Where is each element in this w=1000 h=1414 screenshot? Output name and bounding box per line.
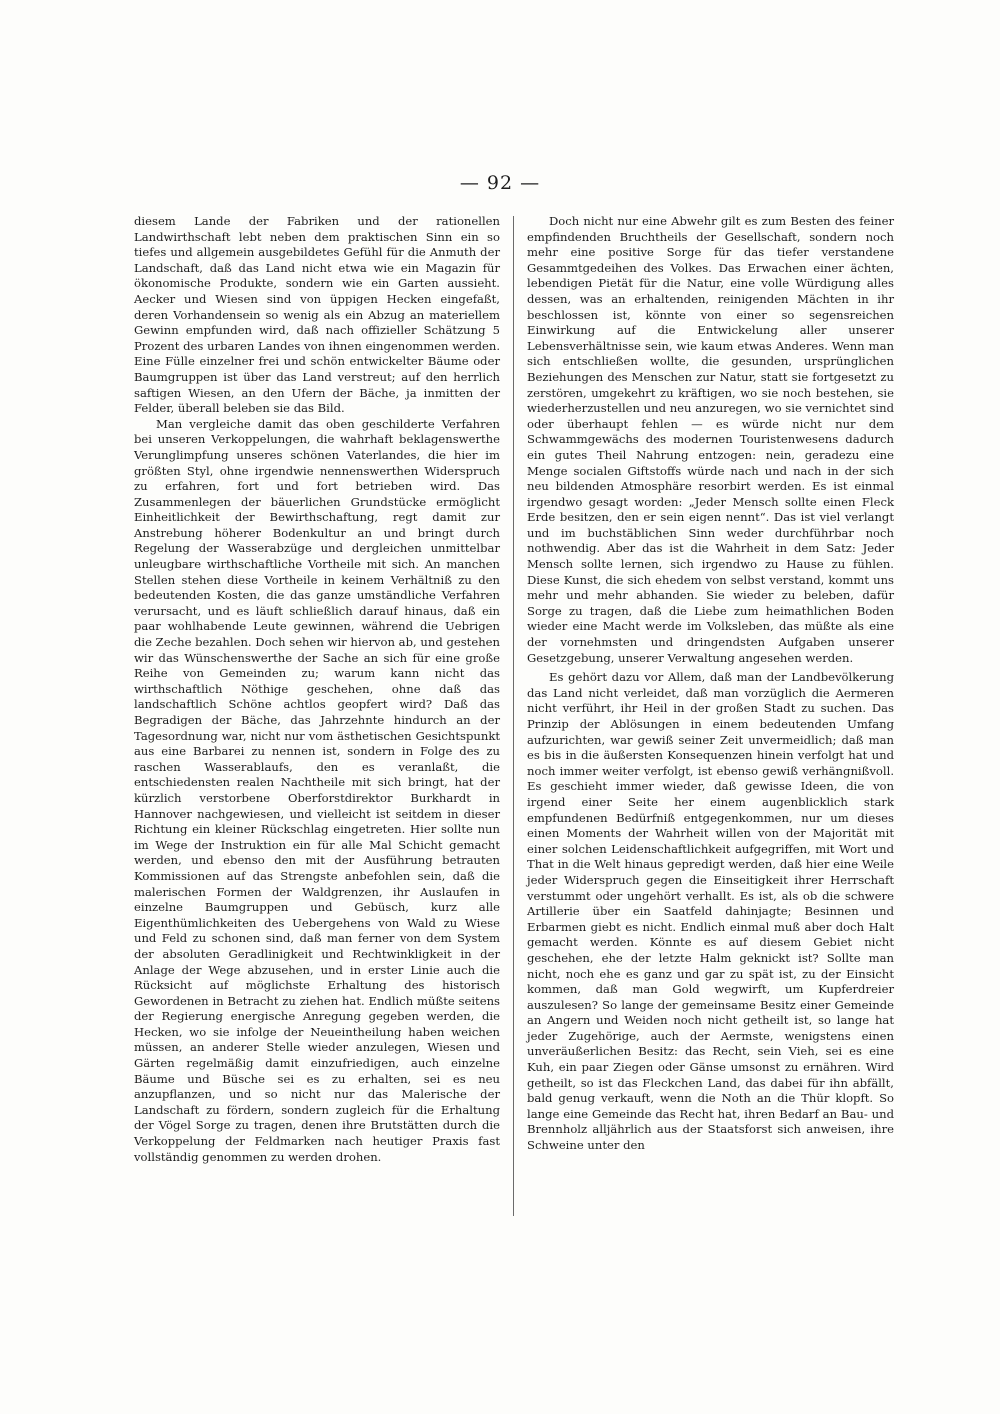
column-divider — [513, 216, 514, 1216]
right-text-column — [527, 214, 894, 1154]
paragraph: diesem Lande der Fabriken und der rationellen Landwirthschaft lebt neben dem praktischen Sinn ein so tiefes und allgemein ausgebildetes Gefühl für die Anmuth der Landschaft, daß das Land nicht etwa wie ein Magazin für ökonomische Produkte, sondern wie ein Garten aussieht. Aecker und Wiesen sind von üppigen Hecken eingefaßt, deren Vorhandensein so wenig als ein Abzug an materiellem Gewinn empfunden wird, daß nach offizieller Schätzung 5 Prozent des urbaren Landes von ihnen eingenommen werden. Eine Fülle einzelner frei und schön entwickelter Bäume oder Baumgruppen ist über das Land verstreut; auf den herrlich saftigen Wiesen, an den Ufern der Bäche, ja inmitten der Felder, überall beleben sie das Bild. — [134, 214, 500, 416]
paragraph: Es gehört dazu vor Allem, daß man der Landbevölkerung das Land nicht verleidet, daß man vorzüglich die Aermeren nicht verführt, ihr Heil in der großen Stadt zu suchen. Das Prinzip der Ablösungen in einem bedeutenden Umfang aufzurichten, war gewiß seiner Zeit unvermeidlich; daß man es bis in die äußersten Konsequenzen hinein verfolgt hat und noch immer weiter verfolgt, ist ebenso gewiß verhängnißvoll. Es geschieht immer wieder, daß gewisse Ideen, die von irgend einer Seite her einem augenblicklich stark empfundenen Bedürfniß entgegenkommen, nur um dieses einen Moments der Wahrheit willen von der Majorität mit einer solchen Leidenschaftlichkeit aufgegriffen, mit Wort und That in die Welt hinaus gepredigt werden, daß hier eine Weile jeder Widerspruch gegen die Einseitigkeit ihrer Herrschaft verstummt oder ungehört verhallt. Es ist, als ob die schwere Artillerie über ein Saatfeld dahinjagte; Besinnen und Erbarmen giebt es nicht. Endlich einmal muß aber doch Halt gemacht werden. Könnte es auf diesem Gebiet nicht geschehen, ehe der letzte Halm geknickt ist? Sollte man nicht, noch ehe es ganz und gar zu spät ist, zu der Einsicht kommen, daß man Gold wegwirft, um Kupferdreier auszulesen? So lange der gemeinsame Besitz einer Gemeinde an Angern und Weiden noch nicht getheilt ist, so lange hat jeder Zugehörige, auch der Aermste, wenigstens einen unveräußerlichen Besitz: das Recht, sein Vieh, sei es eine Kuh, ein paar Ziegen oder Gänse umsonst zu ernähren. Wird getheilt, so ist das Fleckchen Land, das dabei für ihn abfällt, bald genug verkauft, wenn die Noth an die Thür klopft. So lange eine Gemeinde das Recht hat, ihren Bedarf an Bau- und Brennholz alljährlich aus der Staatsforst sich anweisen, ihre Schweine unter den — [527, 670, 894, 1153]
paragraph: Man vergleiche damit das oben geschilderte Verfahren bei unseren Verkoppelungen, die wahrhaft beklagenswerthe Verunglimpfung unseres schönen Vaterlandes, die hier im größten Styl, ohne irgendwie nennenswerthen Widerspruch zu erfahren, fort und fort betrieben wird. Das Zusammenlegen der bäuerlichen Grundstücke ermöglicht Einheitlichkeit der Bewirthschaftung, regt damit zur Anstrebung höherer Bodenkultur an und bringt durch Regelung der Wasserabzüge und dergleichen unmittelbar unleugbare wirthschaftliche Vortheile mit sich. An manchen Stellen stehen diese Vortheile in keinem Verhältniß zu den bedeutenden Kosten, die das ganze umständliche Verfahren verursacht, und es läuft schließlich darauf hinaus, daß ein paar wohlhabende Leute gewinnen, während die Uebrigen die Zeche bezahlen. Doch sehen wir hiervon ab, und gestehen wir das Wünschenswerthe der Sache an sich für eine große Reihe von Gemeinden zu; warum kann nicht das wirthschaftlich Nöthige geschehen, ohne daß das landschaftlich Schöne achtlos geopfert wird? Daß das Begradigen der Bäche, das Jahrzehnte hindurch an der Tagesordnung war, nicht nur vom ästhetischen Gesichtspunkt aus eine Barbarei zu nennen ist, sondern in Folge des zu raschen Wasserablaufs, den es veranlaßt, die entschiedensten realen Nachtheile mit sich bringt, hat der kürzlich verstorbene Oberforstdirektor Burkhardt in Hannover nachgewiesen, und vielleicht ist seitdem in dieser Richtung ein kleiner Rückschlag eingetreten. Hier sollte nun im Wege der Instruktion ein für alle Mal Schicht gemacht werden, und ebenso den mit der Ausführung betrauten Kommissionen auf das Strengste anbefohlen sein, daß die malerischen Formen der Waldgrenzen, ihr Auslaufen in einzelne Baumgruppen und Gebüsch, kurz alle Eigenthümlichkeiten des Uebergehens von Wald zu Wiese und Feld zu schonen sind, daß man ferner von dem System der absoluten Geradlinigkeit und Rechtwinkligkeit in der Anlage der Wege abzusehen, und in erster Linie auch die Rücksicht auf möglichste Erhaltung des historisch Gewordenen in Betracht zu ziehen hat. Endlich müßte seitens der Regierung energische Anregung gegeben werden, die Hecken, wo sie infolge der Neueintheilung haben weichen müssen, an anderer Stelle wieder anzulegen, Wiesen und Gärten regelmäßig damit einzufriedigen, auch einzelne Bäume und Büsche sei es zu erhalten, sei es neu anzupflanzen, und so nicht nur das Malerische der Landschaft zu fördern, sondern zugleich für die Erhaltung der Vögel Sorge zu tragen, denen ihre Brutstätten durch die Verkoppelung der Feldmarken nach heutiger Praxis fast vollständig genommen zu werden drohen. — [134, 416, 500, 1164]
page-number: — 92 — — [459, 172, 541, 194]
left-text-column — [134, 214, 500, 1165]
paragraph: Doch nicht nur eine Abwehr gilt es zum Besten des feiner empfindenden Bruchtheils der Gesellschaft, sondern noch mehr eine positive Sorge für das tiefer verstandene Gesammtgedeihen des Volkes. Das Erwachen einer ächten, lebendigen Pietät für die Natur, eine volle Würdigung alles dessen, was an erhaltenden, reinigenden Mächten in ihr beschlossen ist, könnte von einer so segensreichen Einwirkung auf die Entwickelung aller unserer Lebensverhältnisse sein, wie kaum etwas Anderes. Wenn man sich entschließen wollte, die gesunden, ursprünglichen Beziehungen des Menschen zur Natur, statt sie fortgesetzt zu zerstören, umgekehrt zu kräftigen, wo sie noch bestehen, sie wiederherzustellen und neu anzuregen, wo sie vernichtet sind oder überhaupt fehlen — es würde nicht nur dem Schwammgewächs des modernen Touristenwesens dadurch ein gutes Theil Nahrung entzogen: nein, geradezu eine Menge socialen Giftstoffs würde nach und nach in der sich neu bildenden Atmosphäre resorbirt werden. Es ist einmal irgendwo gesagt worden: „Jeder Mensch sollte einen Fleck Erde besitzen, den er sein eigen nennt“. Das ist viel verlangt und im buchstäblichen Sinn weder durchführbar noch nothwendig. Aber das ist die Wahrheit in dem Satz: Jeder Mensch sollte lernen, sich irgendwo zu Hause zu fühlen. Diese Kunst, die sich ehedem von selbst verstand, kommt uns mehr und mehr abhanden. Sie wieder zu beleben, dafür Sorge zu tragen, daß die Liebe zum heimathlichen Boden wieder eine Macht werde im Volksleben, das müßte als eine der vornehmsten und dringendsten Aufgaben unserer Gesetzgebung, unserer Verwaltung angesehen werden. — [527, 214, 894, 665]
